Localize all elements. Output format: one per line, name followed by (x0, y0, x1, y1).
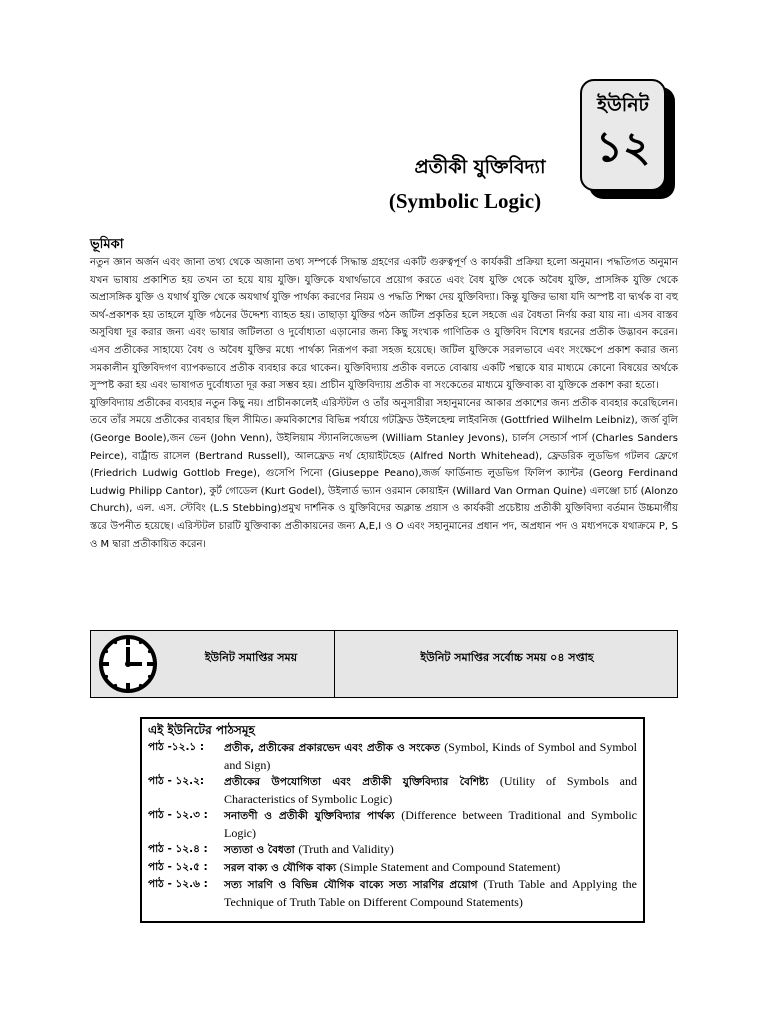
lesson-title (224, 841, 637, 859)
lesson-item (148, 773, 637, 807)
lesson-code: পাঠ - ১২.২: (148, 775, 205, 787)
lesson-title-bengali: প্রতীক, প্রতীকের প্রকারভেদ এবং প্রতীক ও সংকেত (224, 742, 440, 754)
unit-time-box (90, 630, 678, 698)
unit-number: ১২ (595, 122, 651, 171)
lesson-item (148, 876, 637, 910)
page-title-english: (Symbolic Logic) (388, 189, 542, 213)
lesson-title-bengali: সনাতণী ও প্রতীকী যুক্তিবিদ্যার পার্থক্য (224, 810, 395, 822)
lesson-title-bengali: সত্য সারণি ও বিভিন্ন যৌগিক বাক্যে সত্য সারণির প্রয়োগ (224, 879, 478, 891)
unit-badge (580, 79, 666, 191)
introduction-text: নতুন জ্ঞান অর্জন এবং জানা তথ্য থেকে অজানা তথ্য সম্পর্কে সিদ্ধান্ত গ্রহণের একটি গুরুত্বপূর্ণ ও কার্যকরী প্রক্রিয়া হলো অনুমান। পদ্ধতিগত অনুমান যখন ভাষায় প্রকাশিত হয় তখন তা হয়ে যায় যুক্তি। যুক্তিকে যথার্থভাবে প্রয়োগ করতে এবং বৈধ যুক্তি থেকে অবৈধ যুক্তি, প্রাসঙ্গিক যুক্তি থেকে অপ্রাসঙ্গিক যুক্তি ও যথার্থ যুক্তি থেকে অযথার্থ যুক্তি পার্থক্য করণের নিয়ম ও পদ্ধতি শিক্ষা দেয় যুক্তিবিদ্যা। কিন্তু যুক্তির ভাষা যদি অস্পষ্ট বা দ্ব্যর্থক বা বহু অর্থ-প্রকাশক হয় তাহলে যুক্তি গঠনের উদ্দেশ্য ব্যাহত হয়। তাছাড়া যুক্তির গঠন জটিল প্রকৃতির হলে সহজে এর বৈধতা নির্ণয় করা যায় না। এসব বাস্তব অসুবিধা দূর করার জন্য এবং ভাষার জটিলতা ও দুর্বোধ্যতা এড়ানোর জন্য কিছু সংখ্যক গাণিতিক ও যুক্তিবিদ বিশেষ ধরনের প্রতীক উদ্ভাবন করেন। এসব প্রতীকের সাহায্যে বৈধ ও অবৈধ যুক্তির মধ্যে পার্থক্য নিরূপণ করা সহজ হয়েছে। জটিল যুক্তিকে সরলভাবে এবং সংক্ষেপে প্রকাশ করার জন্য সমকালীন যুক্তিবিদগণ ব্যাপকভাবে প্রতীক ব্যবহার করে থাকেন। যুক্তিবিদ্যায় প্রতীক বলতে বোঝায় একটি পন্থাকে যার মাধ্যমে কোনো বিষয়ের অর্থকে সুস্পষ্ট করা হয় এবং ভাষাগত দুর্বোধ্যতা দূর করা সম্ভব হয়। প্রাচীন যুক্তিবিদ্যায় প্রতীক বা সংকেতের মাধ্যমে যুক্তিবাক্য বা যুক্তিকে প্রকাশ করা হতো। যুক্তিবিদ্যায় প্রতীকের ব্যবহার নতুন কিছু নয়। প্রাচীনকালেই এরিস্টটল ও তাঁর অনুসারীরা সহানুমানের আকার প্রকাশের জন্য প্রতীক ব্যবহার করেছিলেন। তবে তাঁর সময়ে প্রতীকের ব্যবহার ছিল সীমিত। ক্রমবিকাশের বিভিন্ন পর্যায়ে গটফ্রিড উইলহেল্ম লাইবনিজ (Gottfried Wilhelm Leibniz), জর্জ বুলি (George Boole),জন ভেন (John Venn), উইলিয়াম স্ট্যানলিজেভন্স (William Stanley Jevons), চার্লস সেন্ডার্স পার্স (Charles Sanders Peirce), বার্ট্রান্ড রাসেল (Bertrand Russell), আলফ্রেড নর্থ হোয়াইটহেড (Alfred North Whitehead), ফ্রেডরিক লুডভিগ গটলব ফ্রেগে (Friedrich Ludwig Gottlob Frege), গুসেপি পিনো (Giuseppe Peano),জর্জ ফার্ডিনান্ড লুডভিগ ফিলিপ ক্যান্টর (Georg Ferdinand Ludwig Philipp Cantor), কুর্ট গোডেল (Kurt Godel), উইলার্ড ভ্যান ওরমান কোয়াইন (Willard Van Orman Quine) এলঞ্জো চার্চ (Alonzo Church), এল. এস. স্টেবিং (L.S Stebbing)প্রমুখ দার্শনিক ও যুক্তিবিদের অক্লান্ত প্রয়াস ও কার্যকরী প্রচেষ্টায় প্রতীকী যুক্তিবিদ্যা বর্তমান উচ্চমার্গীয় স্তরে উপনীত হয়েছে। এরিস্টটল চারটি যুক্তিবাক্য প্রতীকায়নের জন্য A,E,I ও O এবং সহানুমানের প্রধান পদ, অপ্রধান পদ ও মধ্যপদকে যথাক্রমে P, S ও M দ্বারা প্রতীকায়িত করেন। (90, 257, 678, 550)
lesson-title-english: (Truth and Validity) (298, 842, 394, 856)
lesson-item (148, 739, 637, 773)
lesson-title (224, 807, 637, 841)
lesson-item (148, 859, 637, 877)
lesson-title-english: (Truth Table and Applying the Technique of Truth Table on Different Compound Statements) (224, 877, 637, 909)
lesson-title-english: (Symbol, Kinds of Symbol and Symbol and Sign) (224, 740, 638, 772)
unit-label: ইউনিট (597, 94, 649, 116)
lesson-title (224, 876, 637, 910)
lesson-title (224, 773, 637, 807)
unit-time-value: ইউনিট সমাপ্তির সর্বোচ্চ সময় ০৪ সপ্তাহ (420, 651, 594, 664)
unit-time-label: ইউনিট সমাপ্তির সময় (204, 651, 298, 664)
lesson-item (148, 807, 637, 841)
lesson-title-english: (Difference between Traditional and Symbolic Logic) (224, 808, 638, 840)
lesson-code: পাঠ -১২.১ : (148, 741, 205, 753)
lesson-title (224, 859, 637, 877)
lesson-code: পাঠ - ১২.৩ : (148, 809, 208, 821)
lesson-title-bengali: সরল বাক্য ও যৌগিক বাক্য (224, 861, 336, 874)
page-title-bengali: প্রতীকী যুক্তিবিদ্যা (414, 156, 546, 178)
lesson-code: পাঠ - ১২.৬ : (148, 878, 208, 890)
introduction-heading: ভূমিকা (90, 237, 124, 252)
lessons-heading: এই ইউনিটের পাঠসমূহ (148, 723, 255, 737)
lesson-code: পাঠ - ১২.৪ : (148, 843, 208, 855)
clock-icon (97, 633, 159, 695)
lesson-title-bengali: সত্যতা ও বৈধতা (224, 844, 295, 856)
lesson-code: পাঠ - ১২.৫ : (148, 860, 208, 873)
lesson-item (148, 841, 637, 859)
lesson-title-english: (Simple Statement and Compound Statement) (339, 859, 561, 874)
lesson-title-english: (Utility of Symbols and Characteristics of Symbolic Logic) (224, 774, 638, 806)
lesson-title (224, 739, 637, 773)
lessons-box (140, 717, 645, 923)
lesson-title-bengali: প্রতীকের উপযোগিতা এবং প্রতীকী যুক্তিবিদ্যার বৈশিষ্ট্য (224, 776, 489, 788)
